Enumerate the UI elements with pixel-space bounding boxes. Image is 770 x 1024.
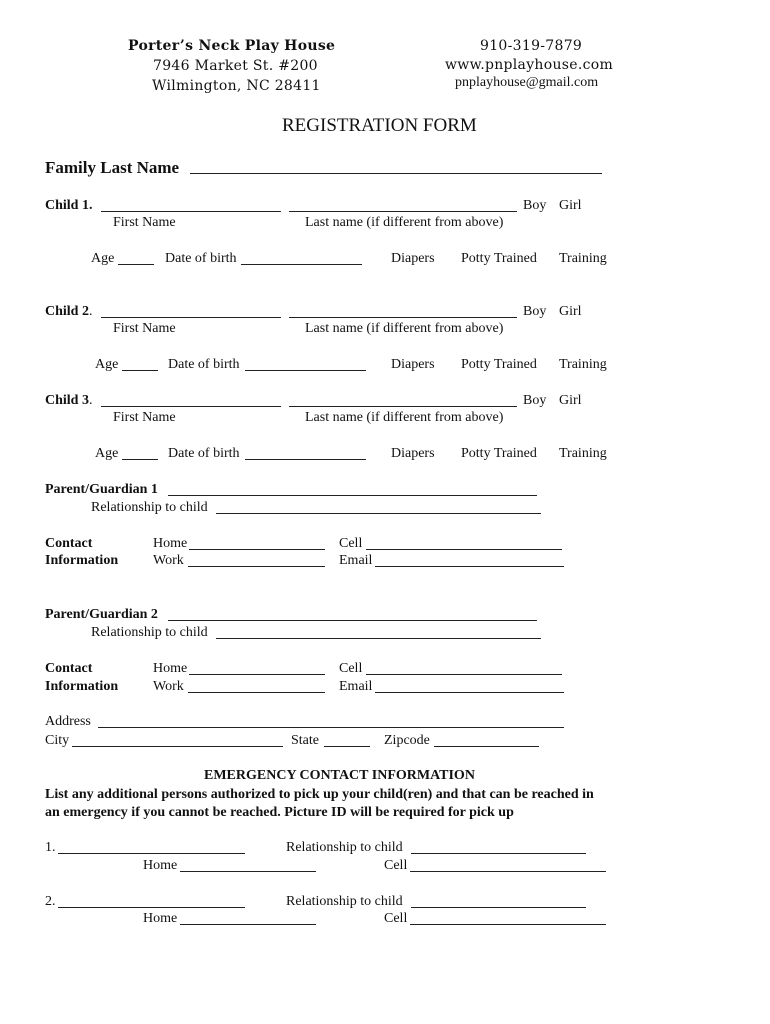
business-address-line2: Wilmington, NC 28411	[152, 78, 321, 94]
child-3-label-wrap: Child 3.	[45, 393, 93, 408]
child-3-potty-trained-option[interactable]: Potty Trained	[461, 446, 537, 461]
child-3-last-name-field[interactable]	[289, 406, 517, 407]
child-2-training-option[interactable]: Training	[559, 357, 607, 372]
emergency-1-relationship-field[interactable]	[411, 853, 586, 854]
guardian-2-relationship-label: Relationship to child	[91, 625, 208, 640]
business-name: Porter’s Neck Play House	[128, 38, 336, 54]
child-2-first-name-field[interactable]	[101, 317, 281, 318]
guardian-2-home-field[interactable]	[189, 674, 325, 675]
form-title: REGISTRATION FORM	[282, 115, 477, 136]
guardian-2-cell-label: Cell	[339, 661, 363, 676]
child-1-potty-trained-option[interactable]: Potty Trained	[461, 251, 537, 266]
state-label: State	[291, 733, 319, 748]
child-1-training-option[interactable]: Training	[559, 251, 607, 266]
guardian-1-relationship-field[interactable]	[216, 513, 541, 514]
address-field[interactable]	[98, 727, 564, 728]
child-1-last-name-caption: Last name (if different from above)	[305, 215, 504, 230]
child-3-dob-label: Date of birth	[168, 446, 240, 461]
child-3-last-name-caption: Last name (if different from above)	[305, 410, 504, 425]
child-3-boy-option[interactable]: Boy	[523, 393, 547, 408]
zipcode-label: Zipcode	[384, 733, 430, 748]
emergency-2-cell-field[interactable]	[410, 924, 606, 925]
guardian-1-cell-field[interactable]	[366, 549, 562, 550]
emergency-2-home-field[interactable]	[180, 924, 316, 925]
city-label: City	[45, 733, 70, 748]
emergency-1-home-label: Home	[143, 858, 178, 873]
guardian-2-name-field[interactable]	[168, 620, 537, 621]
guardian-1-home-label: Home	[153, 536, 188, 551]
emergency-1-home-field[interactable]	[180, 871, 316, 872]
guardian-2-work-field[interactable]	[188, 692, 325, 693]
emergency-2-cell-label: Cell	[384, 911, 408, 926]
city-field[interactable]	[72, 746, 283, 747]
emergency-2-home-label: Home	[143, 911, 178, 926]
child-2-potty-trained-option[interactable]: Potty Trained	[461, 357, 537, 372]
guardian-1-label: Parent/Guardian 1	[45, 482, 158, 497]
child-1-first-name-field[interactable]	[101, 211, 281, 212]
guardian-2-information-label: Information	[45, 679, 119, 694]
child-2-age-label: Age	[95, 357, 119, 372]
child-3-diapers-option[interactable]: Diapers	[391, 446, 435, 461]
guardian-2-email-field[interactable]	[375, 692, 564, 693]
emergency-2-number: 2.	[45, 894, 56, 909]
child-3-dob-field[interactable]	[245, 459, 366, 460]
guardian-2-relationship-field[interactable]	[216, 638, 541, 639]
child-3-first-name-field[interactable]	[101, 406, 281, 407]
child-1-dob-label: Date of birth	[165, 251, 237, 266]
guardian-1-work-field[interactable]	[188, 566, 325, 567]
guardian-1-work-label: Work	[153, 553, 184, 568]
emergency-1-relationship-label: Relationship to child	[286, 840, 403, 855]
child-3-age-label: Age	[95, 446, 119, 461]
child-2-dob-label: Date of birth	[168, 357, 240, 372]
guardian-2-email-label: Email	[339, 679, 373, 694]
child-2-age-field[interactable]	[122, 370, 158, 371]
child-1-dob-field[interactable]	[241, 264, 362, 265]
child-1-first-name-caption: First Name	[113, 215, 176, 230]
child-1-girl-option[interactable]: Girl	[559, 198, 582, 213]
child-2-girl-option[interactable]: Girl	[559, 304, 582, 319]
family-last-name-label: Family Last Name	[45, 158, 180, 177]
guardian-1-relationship-label: Relationship to child	[91, 500, 208, 515]
business-email: pnplayhouse@gmail.com	[455, 75, 599, 90]
family-last-name-field[interactable]	[190, 173, 602, 174]
guardian-2-work-label: Work	[153, 679, 184, 694]
child-1-last-name-field[interactable]	[289, 211, 517, 212]
guardian-1-cell-label: Cell	[339, 536, 363, 551]
child-3-label: Child 3	[45, 393, 89, 408]
guardian-2-contact-label: Contact	[45, 661, 93, 676]
child-3-training-option[interactable]: Training	[559, 446, 607, 461]
emergency-1-number: 1.	[45, 840, 56, 855]
child-2-label-wrap: Child 2.	[45, 304, 93, 319]
emergency-2-relationship-label: Relationship to child	[286, 894, 403, 909]
child-1-age-label: Age	[91, 251, 115, 266]
child-2-last-name-field[interactable]	[289, 317, 517, 318]
business-phone: 910-319-7879	[480, 38, 583, 54]
emergency-2-relationship-field[interactable]	[411, 907, 586, 908]
child-2-first-name-caption: First Name	[113, 321, 176, 336]
emergency-instructions-line1: List any additional persons authorized to pick up your child(ren) and that can be reached in	[45, 787, 594, 802]
child-3-girl-option[interactable]: Girl	[559, 393, 582, 408]
address-label: Address	[45, 714, 91, 729]
child-2-boy-option[interactable]: Boy	[523, 304, 547, 319]
zipcode-field[interactable]	[434, 746, 539, 747]
child-3-first-name-caption: First Name	[113, 410, 176, 425]
guardian-1-information-label: Information	[45, 553, 119, 568]
child-1-diapers-option[interactable]: Diapers	[391, 251, 435, 266]
guardian-2-home-label: Home	[153, 661, 188, 676]
child-2-label: Child 2	[45, 304, 89, 319]
guardian-1-home-field[interactable]	[189, 549, 325, 550]
child-3-age-field[interactable]	[122, 459, 158, 460]
guardian-2-cell-field[interactable]	[366, 674, 562, 675]
emergency-1-cell-field[interactable]	[410, 871, 606, 872]
business-website: www.pnplayhouse.com	[445, 57, 614, 73]
child-2-last-name-caption: Last name (if different from above)	[305, 321, 504, 336]
emergency-2-name-field[interactable]	[58, 907, 245, 908]
child-1-boy-option[interactable]: Boy	[523, 198, 547, 213]
business-address-line1: 7946 Market St. #200	[153, 58, 318, 74]
child-1-age-field[interactable]	[118, 264, 154, 265]
guardian-1-name-field[interactable]	[168, 495, 537, 496]
emergency-1-name-field[interactable]	[58, 853, 245, 854]
guardian-1-email-field[interactable]	[375, 566, 564, 567]
guardian-1-email-label: Email	[339, 553, 373, 568]
emergency-title: EMERGENCY CONTACT INFORMATION	[204, 768, 475, 783]
emergency-instructions-line2: an emergency if you cannot be reached. Picture ID will be required for pick up	[45, 805, 514, 820]
guardian-1-contact-label: Contact	[45, 536, 93, 551]
child-2-dob-field[interactable]	[245, 370, 366, 371]
state-field[interactable]	[324, 746, 370, 747]
child-2-diapers-option[interactable]: Diapers	[391, 357, 435, 372]
child-1-label: Child 1.	[45, 198, 93, 213]
guardian-2-label: Parent/Guardian 2	[45, 607, 158, 622]
emergency-1-cell-label: Cell	[384, 858, 408, 873]
